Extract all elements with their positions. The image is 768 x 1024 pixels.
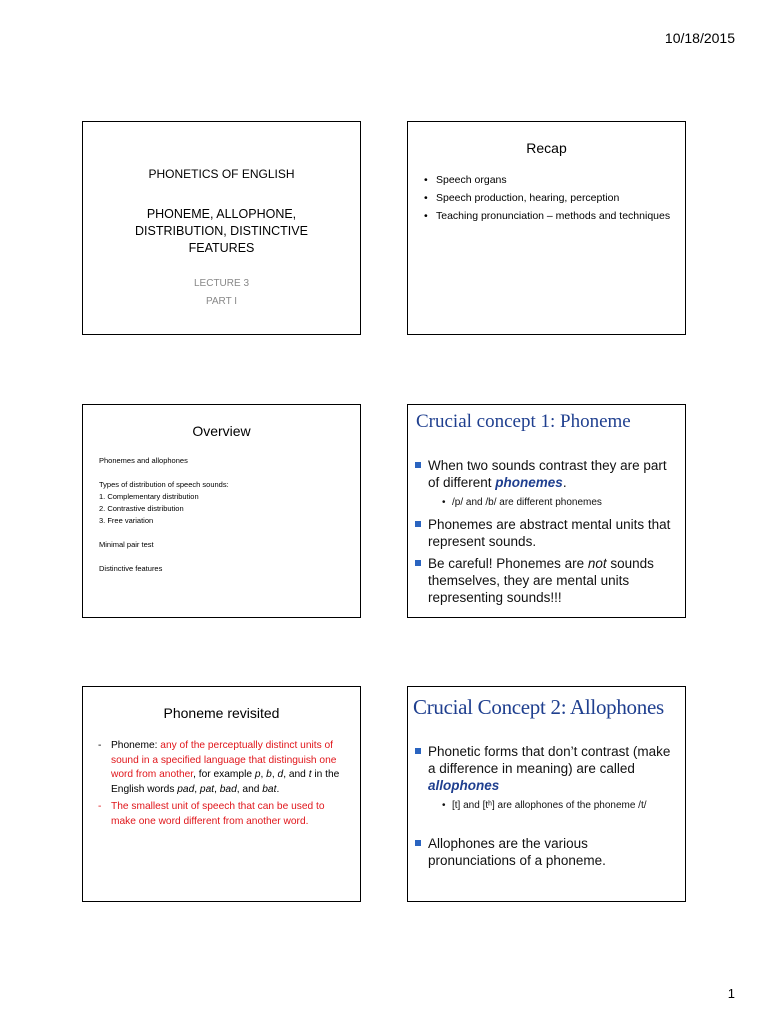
bullet <box>414 457 679 491</box>
separator: , <box>194 783 200 795</box>
sub-bullet: • /p/ and /b/ are different phonemes <box>414 496 679 510</box>
bullet <box>414 555 679 606</box>
square-bullet-icon <box>415 748 421 754</box>
slide-heading: Crucial Concept 2: Allophones <box>413 695 664 719</box>
overview-line <box>99 527 350 539</box>
slide-title <box>82 121 361 335</box>
example-letter: d <box>277 769 284 780</box>
bullet <box>414 516 679 550</box>
overview-line: Phonemes and allophones <box>99 456 188 465</box>
slide-recap <box>407 121 686 335</box>
bullet-text: . <box>562 475 567 490</box>
bullet <box>414 835 679 869</box>
overview-line: 1. Complementary distribution <box>99 492 199 501</box>
bullet-text: sounds themselves, they are mental units representing sounds!!! <box>428 556 654 605</box>
example-word: pad <box>177 783 195 795</box>
overview-line: Minimal pair test <box>99 540 154 549</box>
dash-bullet-icon: - <box>98 801 102 812</box>
overview-line: Types of distribution of speech sounds: <box>99 480 229 489</box>
slide-allophones <box>407 686 686 902</box>
separator: . <box>276 783 280 795</box>
bullet-text: When two sounds contrast they are part of different <box>428 458 667 490</box>
keyword: phonemes <box>495 475 563 490</box>
overview-line <box>99 467 350 479</box>
overview-line: Distinctive features <box>99 564 163 573</box>
sub-bullet: • [t] and [tʰ] are allophones of the phoneme /t/ <box>414 799 679 813</box>
example-word: pat <box>199 783 215 795</box>
definition-body <box>97 739 348 832</box>
definition-item <box>97 739 348 797</box>
separator: , and <box>236 783 263 795</box>
separator: , <box>214 783 220 795</box>
definition-label: Phoneme: <box>111 740 161 751</box>
phoneme-body <box>414 457 679 611</box>
page-number: 1 <box>727 986 735 1001</box>
topic-line-2: DISTRIBUTION, DISTINCTIVE <box>135 224 308 238</box>
bullet-text: Phonemes are abstract mental units that represent sounds. <box>428 517 671 549</box>
lecture-number: LECTURE 3 <box>193 278 249 289</box>
list-item: • Teaching pronunciation – methods and techniques <box>422 209 671 224</box>
overview-body <box>99 455 350 575</box>
square-bullet-icon <box>415 840 421 846</box>
separator: , <box>260 769 267 780</box>
separator: , and <box>283 769 309 780</box>
allophones-body <box>414 743 679 874</box>
recap-list <box>422 173 671 227</box>
topic-line-1: PHONEME, ALLOPHONE, <box>146 207 297 221</box>
slide-overview <box>82 404 361 618</box>
separator: , <box>271 769 278 780</box>
emphasis: not <box>587 556 607 571</box>
slide-heading: Recap <box>526 140 567 156</box>
slide-phoneme <box>407 404 686 618</box>
square-bullet-icon <box>415 560 421 566</box>
overview-line: 2. Contrastive distribution <box>99 504 184 513</box>
keyword: allophones <box>428 778 500 793</box>
definition-item <box>97 800 348 829</box>
definition-red-text: The smallest unit of speech that can be used to make one word different from another word. <box>111 801 325 827</box>
bullet-text: Allophones are the various pronunciations of a phoneme. <box>428 836 606 868</box>
definition-red-text: any of the perceptually distinct units of sound in a specified language that distinguish one word from another <box>111 740 337 780</box>
example-letter: b <box>266 769 272 780</box>
slide-phoneme-revisited <box>82 686 361 902</box>
bullet-text: Phonetic forms that don’t contrast (make a difference in meaning) are called <box>428 744 671 776</box>
bullet <box>414 743 679 794</box>
slide-heading: Phoneme revisited <box>163 705 280 721</box>
bullet-text: Be careful! Phonemes are <box>428 556 588 571</box>
page-date: 10/18/2015 <box>664 30 735 46</box>
course-title: PHONETICS OF ENGLISH <box>148 167 295 181</box>
overview-line <box>99 551 350 563</box>
lecture-topic <box>93 206 350 257</box>
overview-line: 3. Free variation <box>99 516 154 525</box>
slide-heading: Crucial concept 1: Phoneme <box>416 411 631 432</box>
square-bullet-icon <box>415 462 421 468</box>
example-letter: p <box>254 769 261 780</box>
topic-line-3: FEATURES <box>188 241 255 255</box>
square-bullet-icon <box>415 521 421 527</box>
lecture-part: PART I <box>205 296 238 307</box>
dash-bullet-icon: - <box>98 740 102 751</box>
list-item: • Speech production, hearing, perception <box>422 191 671 206</box>
slide-heading: Overview <box>192 423 251 439</box>
definition-text: , for example <box>193 769 255 780</box>
example-letter: t <box>308 769 312 780</box>
list-item: • Speech organs <box>422 173 671 188</box>
example-word: bad <box>219 783 237 795</box>
definition-text: in the English words <box>111 769 340 795</box>
example-word: bat <box>262 783 277 795</box>
